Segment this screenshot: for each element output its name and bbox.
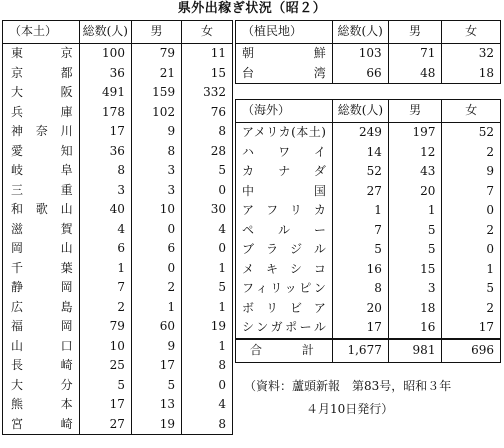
cell-value: 0 xyxy=(442,240,501,260)
mainland-table xyxy=(2,20,233,435)
cell-value: 9 xyxy=(131,122,181,142)
cell-value: 11 xyxy=(182,44,233,64)
table-row xyxy=(3,259,233,279)
cell-value: 0 xyxy=(182,181,233,201)
table-row xyxy=(236,64,501,84)
cell-value: 8 xyxy=(131,142,181,162)
column-header: 男 xyxy=(131,21,181,44)
table-row xyxy=(3,200,233,220)
cell-value: 5 xyxy=(388,240,442,260)
cell-value: 4 xyxy=(182,395,233,415)
page-title: 県外出稼ぎ状況（昭２） xyxy=(177,1,327,16)
cell-value: 100 xyxy=(79,44,131,64)
row-label: 山 口 xyxy=(11,338,73,353)
column-header: 男 xyxy=(388,21,442,44)
row-label: 滋 賀 xyxy=(11,221,73,236)
row-label: 三 重 xyxy=(11,182,73,197)
table-row xyxy=(236,162,501,182)
column-header: （植民地） xyxy=(236,21,333,44)
row-label: 福 岡 xyxy=(11,319,73,333)
table-row xyxy=(236,201,501,221)
cell-value: 4 xyxy=(182,220,233,240)
cell-value: 30 xyxy=(182,200,233,220)
cell-value: 7 xyxy=(442,182,501,202)
row-label: 愛 知 xyxy=(11,143,73,158)
cell-value: 60 xyxy=(131,317,181,337)
table-row xyxy=(3,278,233,298)
row-label: 熊 本 xyxy=(11,397,73,411)
table-row xyxy=(3,44,233,64)
cell-value: 20 xyxy=(388,182,442,202)
column-header: （本土） xyxy=(3,21,80,44)
row-label: フィリッピン xyxy=(242,281,326,295)
cell-value: 4 xyxy=(79,220,131,240)
cell-value: 32 xyxy=(442,44,501,64)
cell-value: 17 xyxy=(79,395,131,415)
cell-value: 3 xyxy=(388,279,442,299)
table-row xyxy=(236,318,501,339)
row-label: アフリカ xyxy=(242,203,326,217)
cell-value: 13 xyxy=(131,395,181,415)
row-label: 静 岡 xyxy=(11,280,73,294)
row-label: 和歌山 xyxy=(11,202,73,216)
table-row xyxy=(3,142,233,162)
cell-value: 48 xyxy=(388,64,442,84)
total-value: 696 xyxy=(442,339,501,363)
row-label: ブラジル xyxy=(242,242,326,256)
overseas-table xyxy=(235,99,501,363)
row-label: 台 湾 xyxy=(242,65,326,80)
table-row xyxy=(3,122,233,142)
cell-value: 71 xyxy=(388,44,442,64)
table-row xyxy=(3,239,233,259)
row-label: 東 京 xyxy=(11,46,73,60)
cell-value: 27 xyxy=(79,415,131,435)
cell-value: 0 xyxy=(442,201,501,221)
cell-value: 5 xyxy=(182,278,233,298)
cell-value: 18 xyxy=(388,299,442,319)
cell-value: 17 xyxy=(332,318,388,339)
table-row xyxy=(3,415,233,435)
cell-value: 15 xyxy=(388,260,442,280)
table-row xyxy=(3,161,233,181)
cell-value: 5 xyxy=(442,279,501,299)
table-row xyxy=(3,356,233,376)
table-row xyxy=(236,240,501,260)
header-row xyxy=(236,21,501,44)
cell-value: 17 xyxy=(131,356,181,376)
header-row xyxy=(236,100,501,123)
row-label: ハワイ xyxy=(242,144,326,159)
row-label: 千 葉 xyxy=(11,260,73,275)
cell-value: 7 xyxy=(79,278,131,298)
cell-value: 3 xyxy=(131,161,181,181)
row-label: 岡 山 xyxy=(11,241,73,255)
row-label: 中 国 xyxy=(242,183,326,198)
cell-value: 2 xyxy=(79,298,131,318)
cell-value: 8 xyxy=(79,161,131,181)
table-row xyxy=(236,260,501,280)
table-row xyxy=(3,103,233,123)
table-row xyxy=(236,182,501,202)
row-label: ボリビア xyxy=(242,300,326,315)
cell-value: 102 xyxy=(131,103,181,123)
colony-table xyxy=(235,20,501,84)
source-note-line1: （資料：蘆頭新報 第83号，昭和３年 xyxy=(244,379,452,393)
row-label: アメリカ(本土) xyxy=(242,125,326,139)
cell-value: 1 xyxy=(442,260,501,280)
cell-value: 36 xyxy=(79,142,131,162)
cell-value: 249 xyxy=(332,123,388,143)
cell-value: 1 xyxy=(332,201,388,221)
column-header: 女 xyxy=(182,21,233,44)
table-row xyxy=(236,143,501,163)
cell-value: 1 xyxy=(182,259,233,279)
row-label: 京 都 xyxy=(11,65,73,80)
cell-value: 178 xyxy=(79,103,131,123)
row-label: 神奈川 xyxy=(11,124,73,138)
cell-value: 6 xyxy=(131,239,181,259)
cell-value: 17 xyxy=(79,122,131,142)
column-header: 総数(人) xyxy=(332,100,388,123)
table-row xyxy=(236,123,501,143)
cell-value: 19 xyxy=(131,415,181,435)
cell-value: 21 xyxy=(131,64,181,84)
cell-value: 0 xyxy=(131,220,181,240)
cell-value: 1 xyxy=(182,298,233,318)
row-label: シンガポール xyxy=(242,320,326,334)
cell-value: 79 xyxy=(79,317,131,337)
cell-value: 5 xyxy=(182,161,233,181)
table-row xyxy=(3,395,233,415)
cell-value: 0 xyxy=(182,239,233,259)
table-row xyxy=(236,221,501,241)
row-label: 長 崎 xyxy=(11,358,73,372)
cell-value: 66 xyxy=(332,64,388,84)
column-header: 女 xyxy=(442,100,501,123)
cell-value: 0 xyxy=(182,376,233,396)
table-row xyxy=(3,83,233,103)
cell-value: 43 xyxy=(388,162,442,182)
cell-value: 1 xyxy=(79,259,131,279)
column-header: 女 xyxy=(442,21,501,44)
cell-value: 2 xyxy=(442,143,501,163)
row-label: 朝 鮮 xyxy=(242,46,326,60)
table-row xyxy=(3,64,233,84)
cell-value: 6 xyxy=(79,239,131,259)
total-value: 981 xyxy=(388,339,442,363)
total-value: 1,677 xyxy=(332,339,388,363)
cell-value: 2 xyxy=(442,299,501,319)
column-header: 総数(人) xyxy=(79,21,131,44)
cell-value: 3 xyxy=(131,181,181,201)
cell-value: 40 xyxy=(79,200,131,220)
cell-value: 7 xyxy=(332,221,388,241)
row-label: ペルー xyxy=(242,222,326,237)
table-row xyxy=(236,44,501,64)
row-label: 広 島 xyxy=(11,299,73,314)
source-note-line2: ４月10日発行） xyxy=(306,402,394,416)
column-header: 男 xyxy=(388,100,442,123)
cell-value: 1 xyxy=(182,337,233,357)
cell-value: 8 xyxy=(182,415,233,435)
cell-value: 14 xyxy=(332,143,388,163)
row-label: 大 分 xyxy=(11,377,73,392)
cell-value: 36 xyxy=(79,64,131,84)
cell-value: 52 xyxy=(332,162,388,182)
cell-value: 12 xyxy=(388,143,442,163)
cell-value: 9 xyxy=(442,162,501,182)
cell-value: 332 xyxy=(182,83,233,103)
header-row xyxy=(3,21,233,44)
cell-value: 76 xyxy=(182,103,233,123)
cell-value: 17 xyxy=(442,318,501,339)
cell-value: 15 xyxy=(182,64,233,84)
cell-value: 3 xyxy=(79,181,131,201)
table-row xyxy=(3,337,233,357)
cell-value: 5 xyxy=(131,376,181,396)
cell-value: 9 xyxy=(131,337,181,357)
column-header: 総数(人) xyxy=(332,21,388,44)
cell-value: 1 xyxy=(388,201,442,221)
cell-value: 491 xyxy=(79,83,131,103)
table-row xyxy=(236,279,501,299)
cell-value: 2 xyxy=(131,278,181,298)
row-label: カナダ xyxy=(242,164,326,178)
cell-value: 2 xyxy=(442,221,501,241)
cell-value: 25 xyxy=(79,356,131,376)
table-row xyxy=(3,298,233,318)
total-label: 合 計 xyxy=(236,339,333,363)
row-label: 岐 阜 xyxy=(11,163,73,177)
cell-value: 103 xyxy=(332,44,388,64)
row-label: 大 阪 xyxy=(11,85,73,99)
cell-value: 10 xyxy=(131,200,181,220)
table-row xyxy=(3,181,233,201)
row-label: 宮 崎 xyxy=(11,416,73,431)
cell-value: 1 xyxy=(131,298,181,318)
cell-value: 8 xyxy=(332,279,388,299)
cell-value: 16 xyxy=(332,260,388,280)
cell-value: 197 xyxy=(388,123,442,143)
cell-value: 10 xyxy=(79,337,131,357)
cell-value: 0 xyxy=(131,259,181,279)
table-row xyxy=(236,299,501,319)
cell-value: 20 xyxy=(332,299,388,319)
row-label: 兵 庫 xyxy=(11,104,73,119)
cell-value: 79 xyxy=(131,44,181,64)
total-row xyxy=(236,339,501,363)
cell-value: 159 xyxy=(131,83,181,103)
cell-value: 16 xyxy=(388,318,442,339)
table-row xyxy=(3,220,233,240)
cell-value: 19 xyxy=(182,317,233,337)
cell-value: 8 xyxy=(182,122,233,142)
cell-value: 52 xyxy=(442,123,501,143)
cell-value: 5 xyxy=(79,376,131,396)
cell-value: 28 xyxy=(182,142,233,162)
column-header: （海外） xyxy=(236,100,333,123)
cell-value: 5 xyxy=(332,240,388,260)
table-row xyxy=(3,376,233,396)
row-label: メキシコ xyxy=(242,261,326,276)
cell-value: 8 xyxy=(182,356,233,376)
cell-value: 18 xyxy=(442,64,501,84)
table-row xyxy=(3,317,233,337)
cell-value: 27 xyxy=(332,182,388,202)
cell-value: 5 xyxy=(388,221,442,241)
